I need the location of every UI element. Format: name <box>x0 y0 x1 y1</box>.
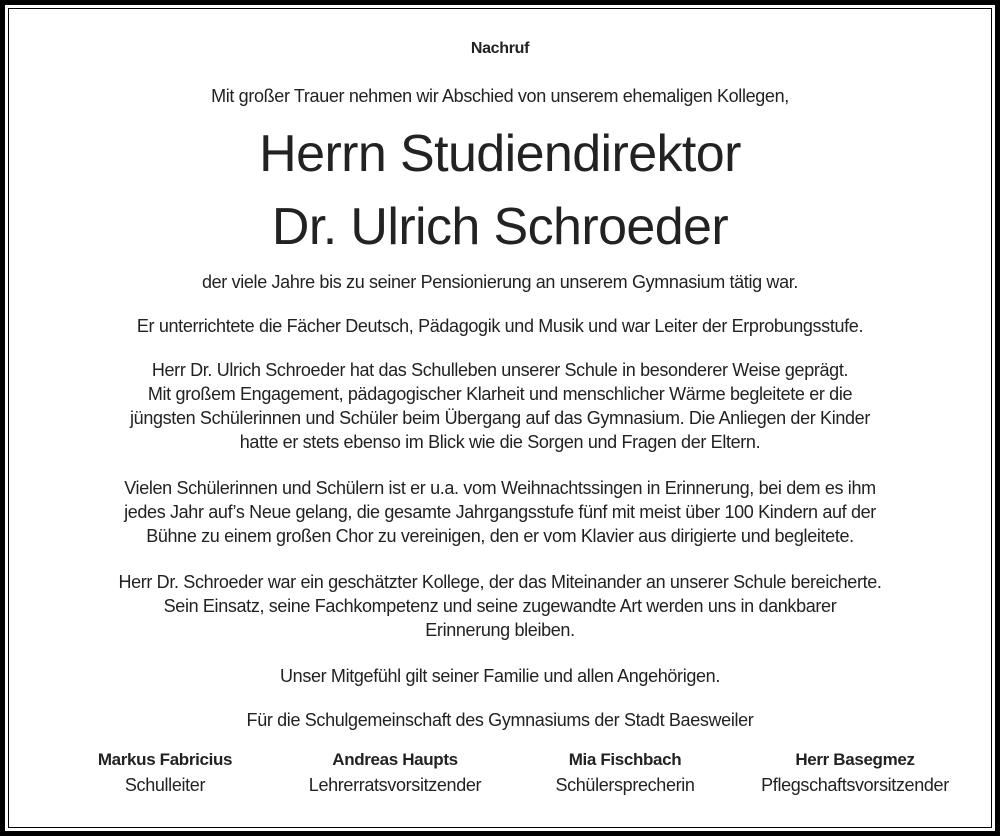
paragraph-line: Sein Einsatz, seine Fachkompetenz und seine zugewandte Art werden uns in dankbarer <box>163 596 837 616</box>
signature-block <box>510 748 740 798</box>
paragraph-school-life <box>0 358 1000 454</box>
signature-role: Lehrerratsvorsitzender <box>308 775 482 795</box>
paragraph-subjects <box>0 314 1000 338</box>
paragraph-service <box>0 270 1000 294</box>
paragraph-line: Vielen Schülerinnen und Schülern ist er u.a. vom Weihnachtssingen in Erinnerung, bei dem es ihm <box>124 478 876 498</box>
paragraph-line: hatte er stets ebenso im Blick wie die Sorgen und Fragen der Eltern. <box>239 432 761 452</box>
signature-role: Schülersprecherin <box>555 775 695 795</box>
paragraph-line: Mit großem Engagement, pädagogischer Klarheit und menschlicher Wärme begleitete er die <box>147 384 853 404</box>
paragraph-condolences <box>0 664 1000 688</box>
paragraph-line: Er unterrichtete die Fächer Deutsch, Pädagogik und Musik und war Leiter der Erprobungsstufe. <box>136 316 864 336</box>
paragraph-on-behalf <box>0 708 1000 732</box>
paragraph-line: Erinnerung bleiben. <box>425 620 575 640</box>
paragraph-line: Unser Mitgefühl gilt seiner Familie und allen Angehörigen. <box>280 666 720 686</box>
signature-block <box>740 748 970 798</box>
paragraph-line: jedes Jahr auf’s Neue gelang, die gesamte Jahrgangsstufe fünf mit meist über 100 Kindern auf der <box>124 502 876 522</box>
signature-block <box>50 748 280 798</box>
paragraph-line: Bühne zu einem großen Chor zu vereinigen, den er vom Klavier aus dirigierte und begleitete. <box>146 526 854 546</box>
notice-heading: Nachruf <box>470 40 530 57</box>
paragraph-line: jüngsten Schülerinnen und Schüler beim Übergang auf das Gymnasium. Die Anliegen der Kinder <box>130 408 870 428</box>
paragraph-line: Herr Dr. Schroeder war ein geschätzter Kollege, der das Miteinander an unserer Schule bereicherte. <box>118 572 882 592</box>
deceased-title-line: Herrn Studiendirektor <box>259 125 741 183</box>
signature-name: Andreas Haupts <box>332 750 458 769</box>
paragraph-line: Herr Dr. Ulrich Schroeder hat das Schulleben unserer Schule in besonderer Weise geprägt. <box>151 360 849 380</box>
signature-name: Herr Basegmez <box>795 750 915 769</box>
signature-block <box>280 748 510 798</box>
intro-line: Mit großer Trauer nehmen wir Abschied von unserem ehemaligen Kollegen, <box>211 86 789 106</box>
paragraph-line: Für die Schulgemeinschaft des Gymnasiums der Stadt Baesweiler <box>246 710 754 730</box>
paragraph-line: der viele Jahre bis zu seiner Pensionierung an unserem Gymnasium tätig war. <box>201 272 799 292</box>
paragraph-christmas-singing <box>0 476 1000 548</box>
signatures <box>50 748 970 798</box>
deceased-name-line: Dr. Ulrich Schroeder <box>271 198 729 256</box>
signature-role: Schulleiter <box>124 775 206 795</box>
signature-role: Pflegschaftsvorsitzender <box>761 775 949 795</box>
paragraph-colleague <box>0 570 1000 642</box>
signature-name: Markus Fabricius <box>97 750 233 769</box>
signature-name: Mia Fischbach <box>568 750 682 769</box>
